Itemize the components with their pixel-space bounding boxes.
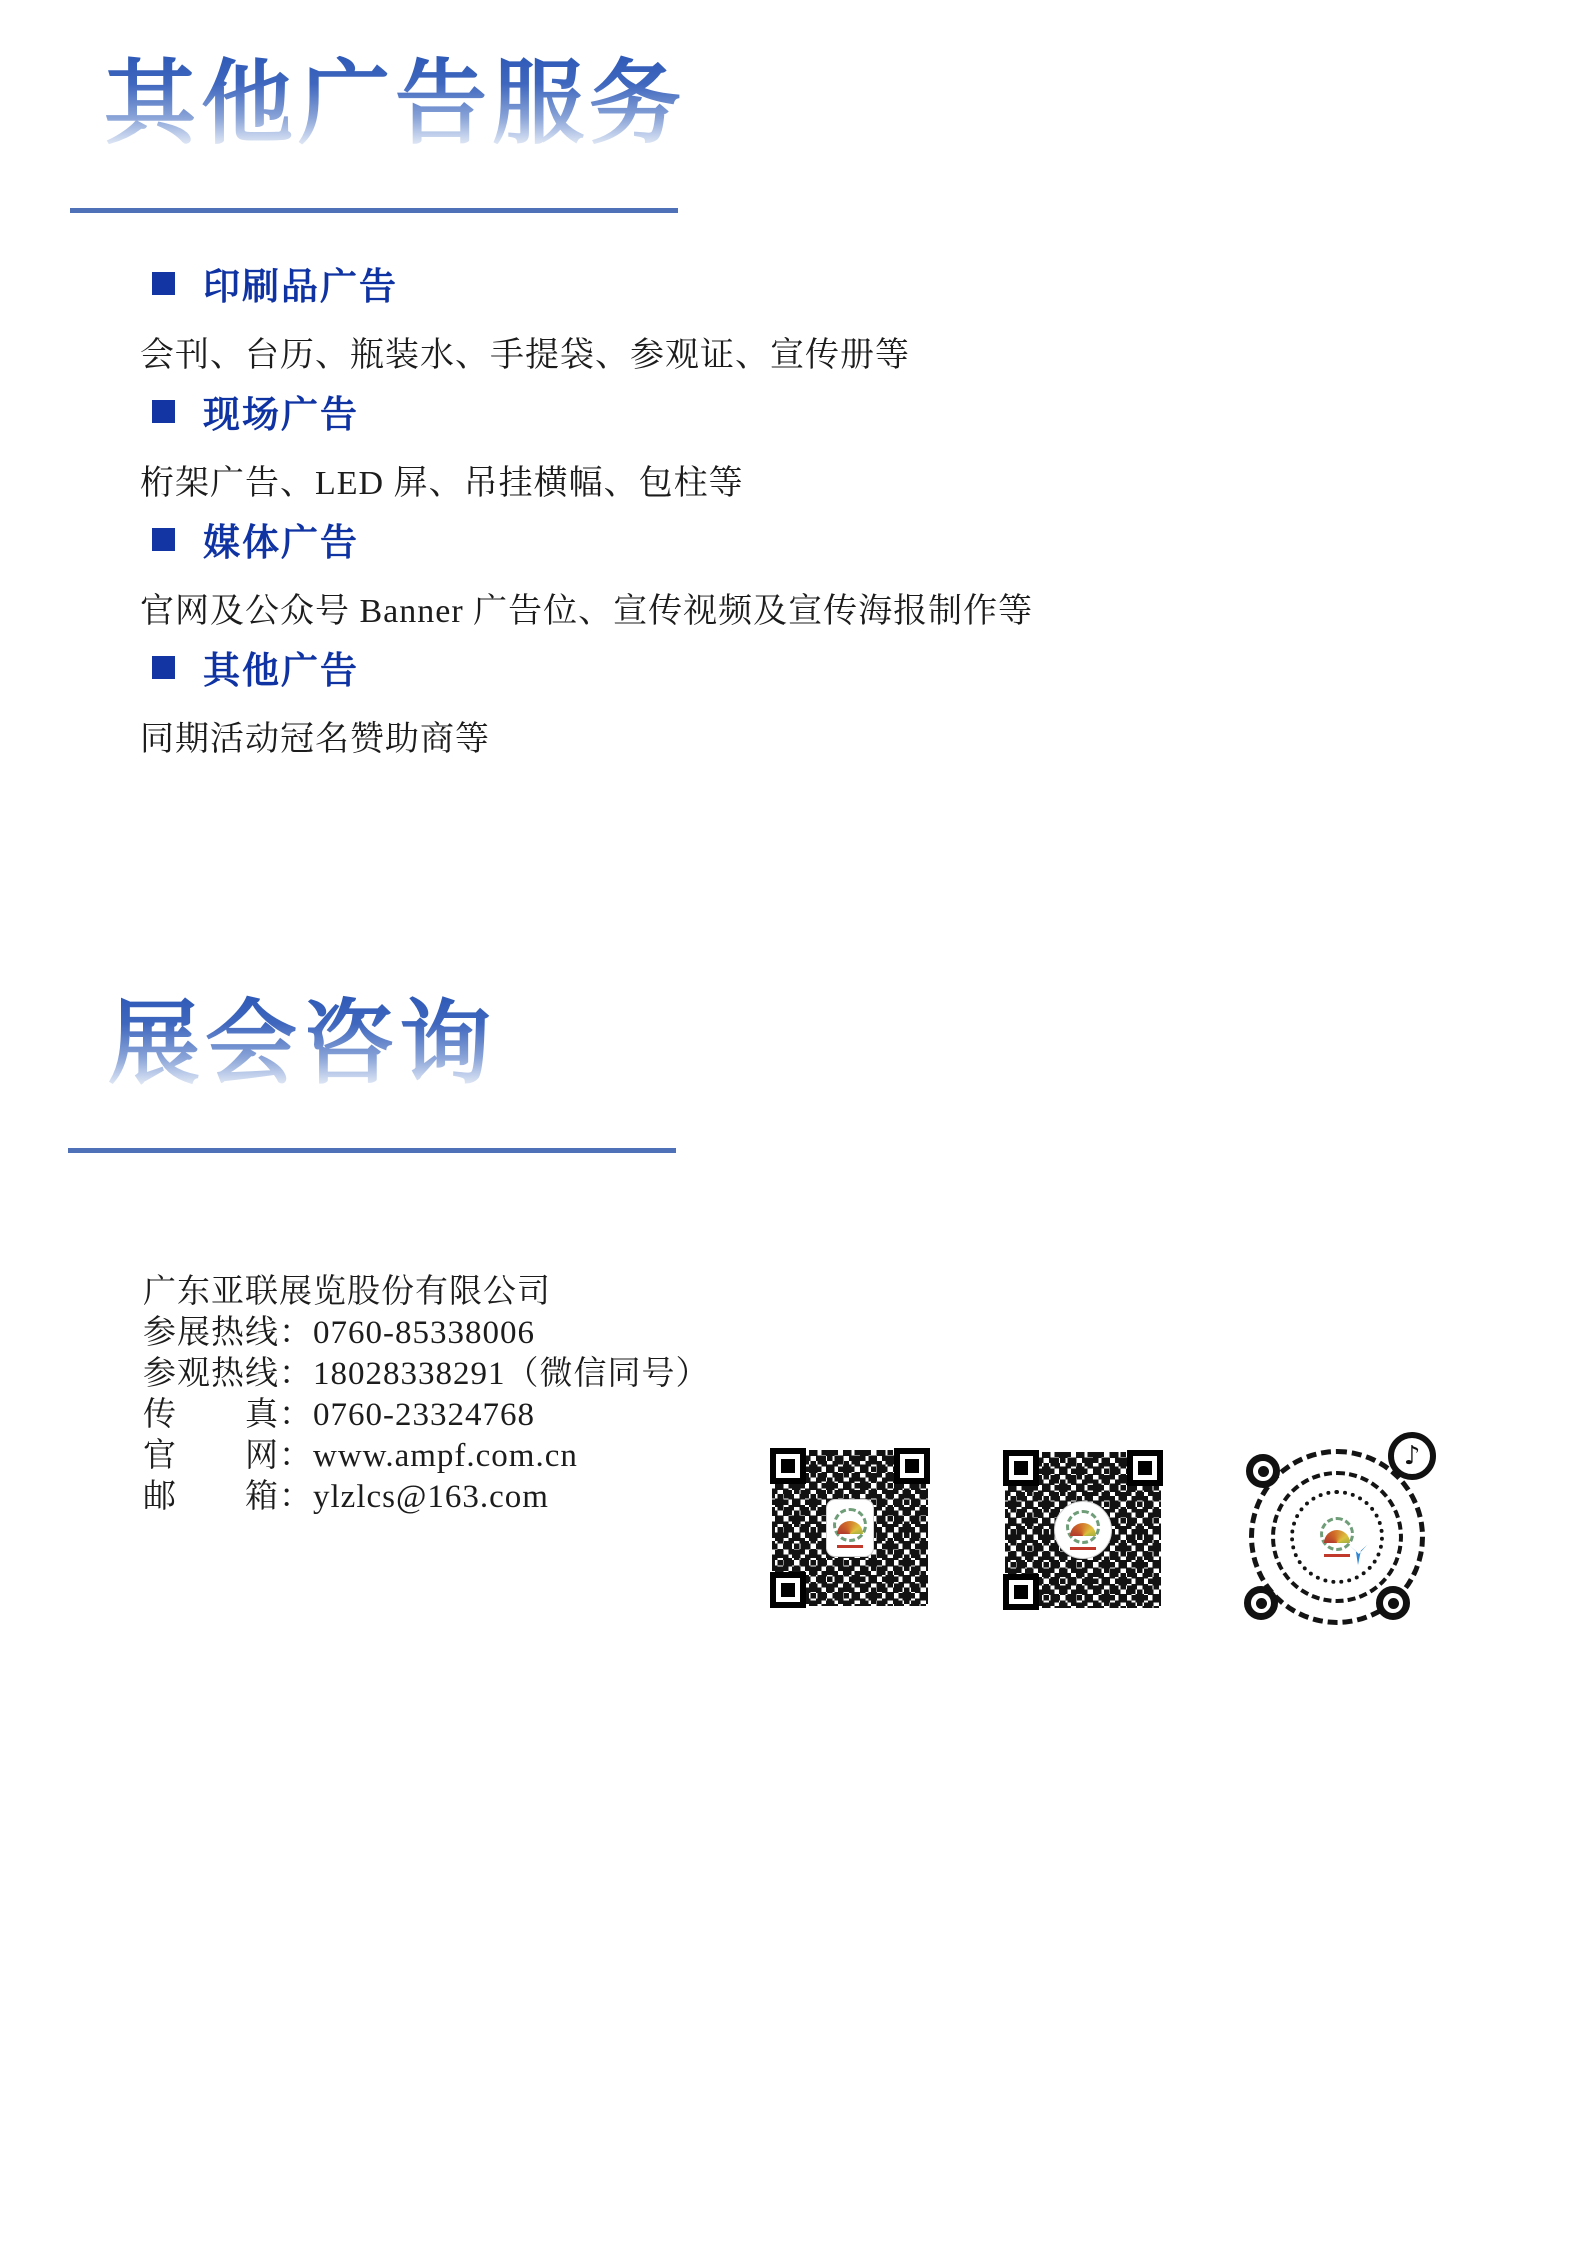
section-heading-row xyxy=(140,512,1240,566)
qr-code-wechat-1 xyxy=(770,1448,930,1608)
gear-fan-logo-icon xyxy=(1054,1501,1112,1559)
contact-value: ylzlcs@163.com xyxy=(313,1479,549,1515)
contact-value: 18028338291（微信同号） xyxy=(313,1356,710,1392)
contact-block xyxy=(143,1272,710,1518)
section-heading-row xyxy=(140,640,1240,694)
section-heading: 现场广告 xyxy=(203,395,359,436)
gear-icon xyxy=(1320,1517,1354,1551)
contact-line-exhibit-hotline xyxy=(143,1313,710,1354)
ad-section-media xyxy=(140,512,1240,632)
contact-label: 传 真： xyxy=(143,1397,313,1433)
contact-label: 官 网： xyxy=(143,1438,313,1474)
qr-finder-icon xyxy=(1003,1450,1039,1486)
gear-icon xyxy=(1066,1510,1100,1544)
section-body: 官网及公众号 Banner 广告位、宣传视频及宣传海报制作等 xyxy=(140,593,1034,630)
qr-eye-icon xyxy=(1376,1586,1410,1620)
qr-eye-icon xyxy=(1246,1454,1280,1488)
square-bullet-icon xyxy=(152,272,175,295)
qr-code-douyin xyxy=(1238,1432,1436,1634)
contact-value: www.ampf.com.cn xyxy=(313,1438,578,1474)
page-title-other-ads: 其他广告服务 xyxy=(104,52,686,158)
ad-section-print xyxy=(140,256,1240,376)
ad-section-onsite xyxy=(140,384,1240,504)
music-note-icon: ♪ xyxy=(1388,1432,1436,1480)
contact-label: 参观热线： xyxy=(143,1356,313,1392)
section-body: 会刊、台历、瓶装水、手提袋、参观证、宣传册等 xyxy=(140,337,910,374)
section-heading: 印刷品广告 xyxy=(203,267,398,308)
rainbow-fan-icon xyxy=(1070,1523,1096,1536)
rainbow-fan-icon xyxy=(1324,1530,1350,1543)
gear-fan-logo-icon xyxy=(1301,1501,1373,1573)
section-body: 桁架广告、LED 屏、吊挂横幅、包柱等 xyxy=(140,465,744,502)
square-bullet-icon xyxy=(152,528,175,551)
qr-code-wechat-2 xyxy=(1003,1450,1163,1610)
qr-eye-icon xyxy=(1244,1586,1278,1620)
qr-finder-icon xyxy=(1003,1574,1039,1610)
qr-finder-icon xyxy=(770,1572,806,1608)
page-title-inquiry: 展会咨询 xyxy=(108,992,496,1098)
qr-finder-icon xyxy=(894,1448,930,1484)
section-heading: 媒体广告 xyxy=(203,523,359,564)
contact-label: 参展热线： xyxy=(143,1315,313,1351)
square-bullet-icon xyxy=(152,656,175,679)
contact-value: 0760-85338006 xyxy=(313,1315,535,1351)
square-bullet-icon xyxy=(152,400,175,423)
gear-icon xyxy=(833,1508,867,1542)
section-heading: 其他广告 xyxy=(203,651,359,692)
section-heading-row xyxy=(140,384,1240,438)
section-body: 同期活动冠名赞助商等 xyxy=(140,721,490,758)
qr-finder-icon xyxy=(1127,1450,1163,1486)
section-heading-row xyxy=(140,256,1240,310)
ad-section-other xyxy=(140,640,1240,760)
contact-line-email xyxy=(143,1477,710,1518)
contact-line-fax xyxy=(143,1395,710,1436)
rainbow-fan-icon xyxy=(837,1521,863,1534)
title-underline-rule xyxy=(70,208,678,213)
contact-value: 0760-23324768 xyxy=(313,1397,535,1433)
qr-finder-icon xyxy=(770,1448,806,1484)
logo-caption-bar xyxy=(1324,1554,1350,1557)
contact-line-visit-hotline xyxy=(143,1354,710,1395)
logo-caption-bar xyxy=(837,1545,863,1548)
gear-fan-logo-icon xyxy=(826,1499,874,1557)
logo-caption-bar xyxy=(1070,1547,1096,1550)
contact-label: 邮 箱： xyxy=(143,1479,313,1515)
title-underline-rule xyxy=(68,1148,676,1153)
contact-company: 广东亚联展览股份有限公司 xyxy=(143,1274,551,1310)
contact-line-website xyxy=(143,1436,710,1477)
